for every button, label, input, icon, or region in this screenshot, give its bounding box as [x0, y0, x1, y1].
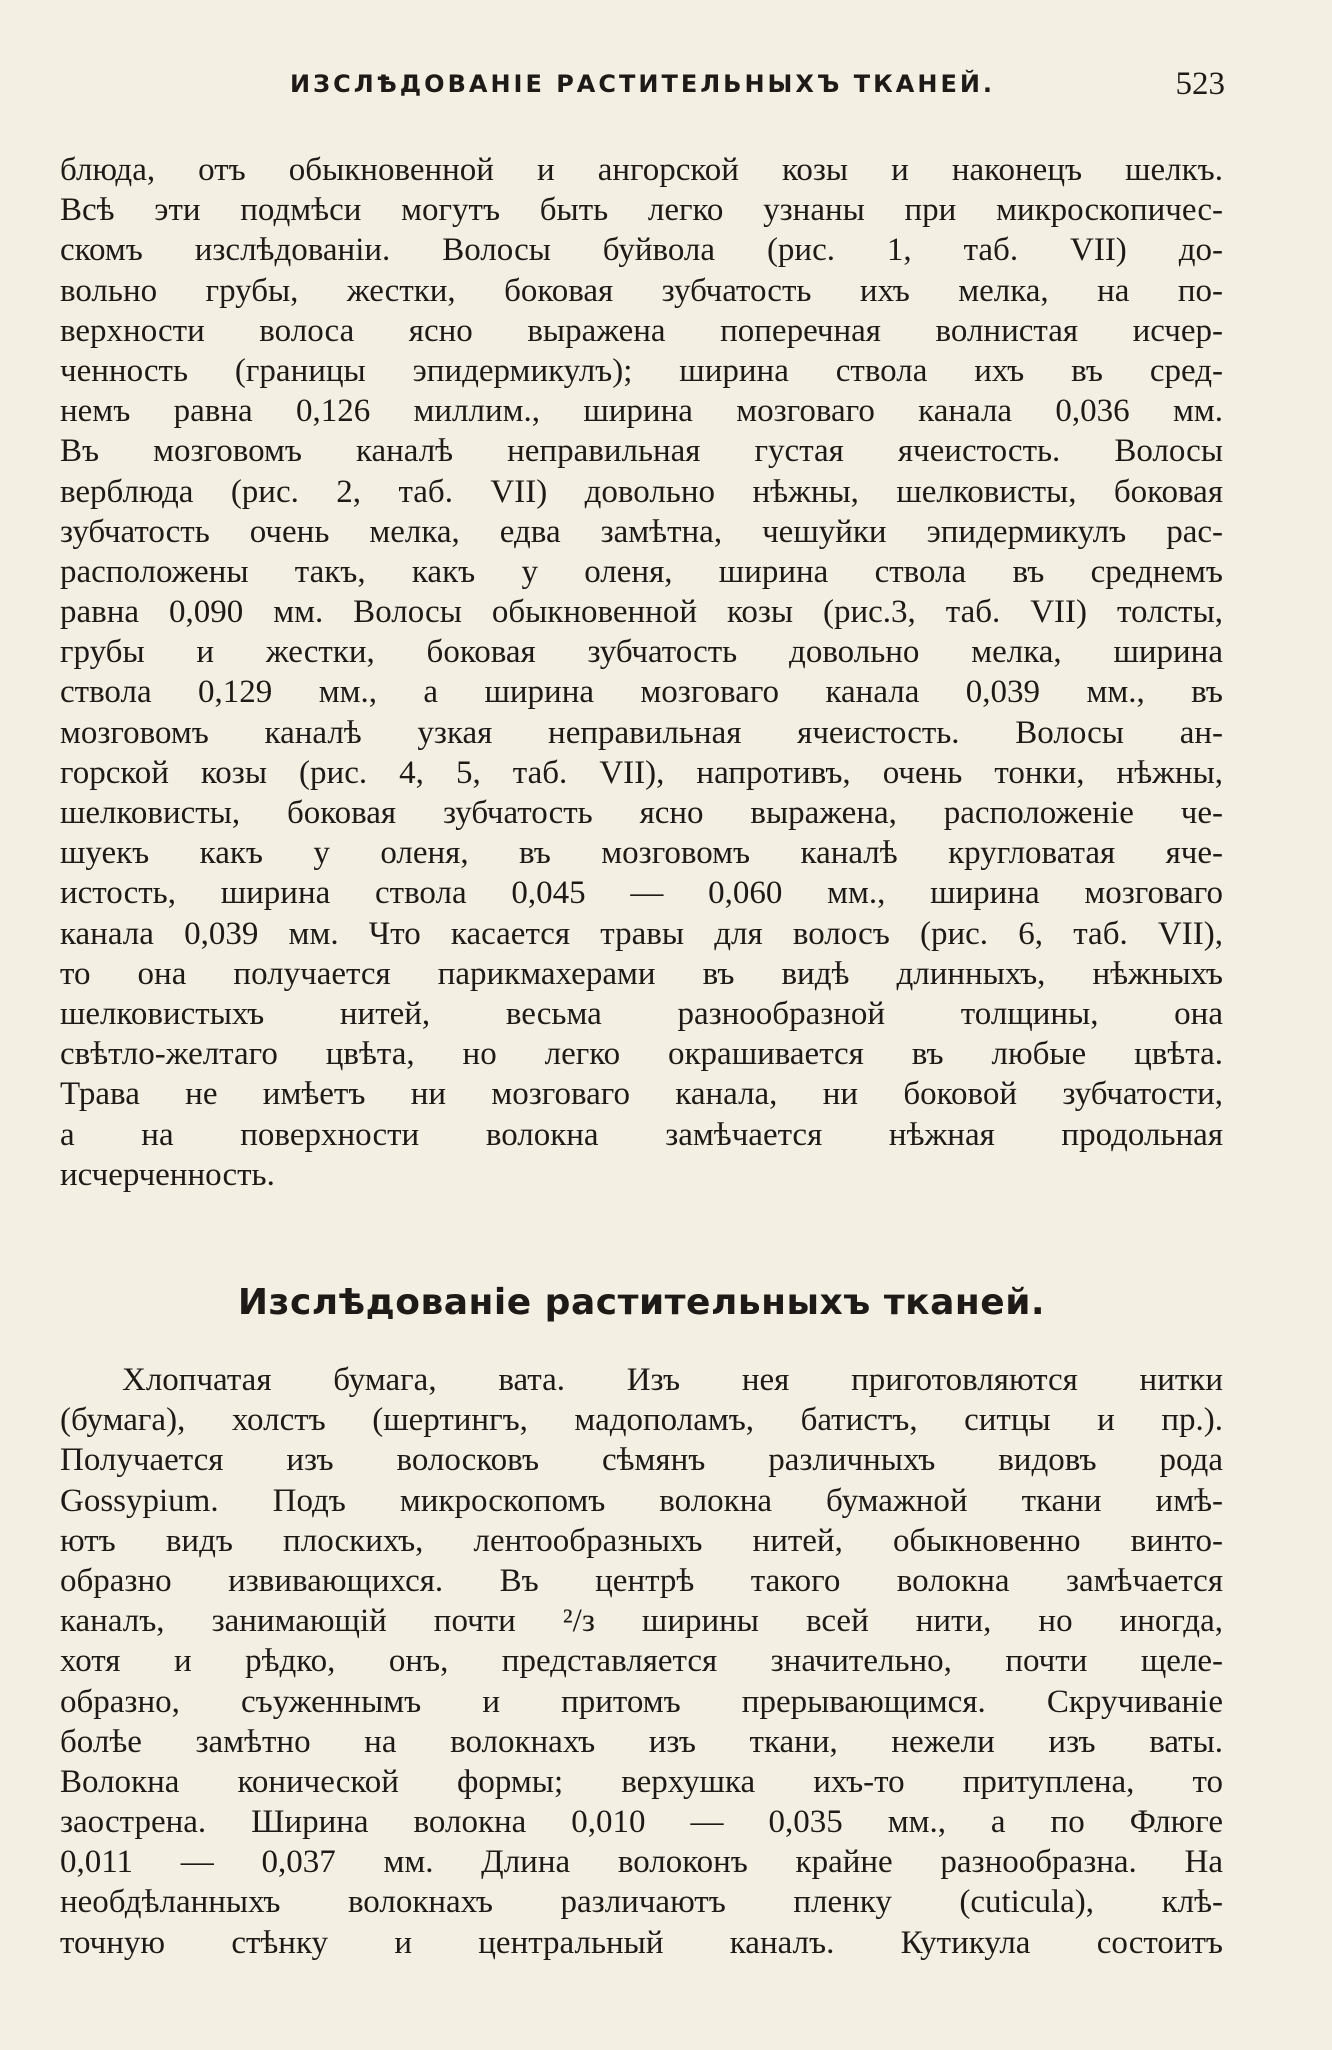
paragraph-animal-hair: [60, 150, 1223, 1195]
running-title: ИЗСЛѢДОВАНІЕ РАСТИТЕЛЬНЫХЪ ТКАНЕЙ.: [289, 70, 996, 98]
text-line: Трава не имѣетъ ни мозговаго канала, ни боковой зубчатости,: [60, 1076, 1223, 1113]
text-line: ствола 0,129 мм., а ширина мозговаго канала 0,039 мм., въ: [60, 674, 1223, 711]
text-line: 0,011 — 0,037 мм. Длина волоконъ крайне разнообразна. На: [60, 1844, 1223, 1881]
text-line: истость, ширина ствола 0,045 — 0,060 мм., ширина мозговаго: [60, 875, 1223, 912]
text-line: образно извивающихся. Въ центрѣ такого волокна замѣчается: [60, 1562, 1223, 1599]
paragraph-cotton: [60, 1360, 1223, 1963]
text-line: заострена. Ширина волокна 0,010 — 0,035 мм., а по Флюге: [60, 1804, 1223, 1841]
text-line: исчерченность.: [60, 1156, 275, 1193]
text-line: верхности волоса ясно выражена поперечная волнистая исчер-: [60, 312, 1223, 349]
text-line: свѣтло-желтаго цвѣта, но легко окрашивается въ любые цвѣта.: [60, 1036, 1223, 1073]
text-line: шелковистыхъ нитей, весьма разнообразной толщины, она: [60, 995, 1223, 1032]
text-line: Получается изъ волосковъ сѣмянъ различныхъ видовъ рода: [60, 1442, 1223, 1479]
text-line: вольно грубы, жестки, боковая зубчатость ихъ мелка, на по-: [60, 272, 1223, 309]
text-line: образно, съуженнымъ и притомъ прерывающимся. Скручиваніе: [60, 1683, 1223, 1720]
text-line: (бумага), холстъ (шертингъ, мадополамъ, батистъ, ситцы и пр.).: [60, 1402, 1223, 1439]
text-line: шуекъ какъ у оленя, въ мозговомъ каналѣ кругловатая яче-: [60, 835, 1223, 872]
text-line: блюда, отъ обыкновенной и ангорской козы и наконецъ шелкъ.: [60, 152, 1223, 188]
text-line: а на поверхности волокна замѣчается нѣжная продольная: [60, 1116, 1223, 1153]
text-line: Въ мозговомъ каналѣ неправильная густая ячеистость. Волосы: [60, 433, 1223, 470]
text-line: ютъ видъ плоскихъ, лентообразныхъ нитей, обыкновенно винто-: [60, 1522, 1223, 1559]
text-line: равна 0,090 мм. Волосы обыкновенной козы (рис.3, таб. VII) толсты,: [60, 594, 1223, 631]
text-line: точную стѣнку и центральный каналъ. Кутикула состоитъ: [60, 1924, 1223, 1961]
text-line: мозговомъ каналѣ узкая неправильная ячеистость. Волосы ан-: [60, 714, 1223, 751]
text-line: верблюда (рис. 2, таб. VII) довольно нѣжны, шелковисты, боковая: [60, 473, 1223, 510]
text-line: Gossypium. Подъ микроскопомъ волокна бумажной ткани имѣ-: [60, 1482, 1223, 1519]
text-line: то она получается парикмахерами въ видѣ длинныхъ, нѣжныхъ: [60, 955, 1223, 992]
text-line: Волокна конической формы; верхушка ихъ-то притуплена, то: [60, 1763, 1223, 1800]
text-line: грубы и жестки, боковая зубчатость довольно мелка, ширина: [60, 634, 1223, 671]
text-line: скомъ изслѣдованіи. Волосы буйвола (рис. 1, таб. VII) до-: [60, 232, 1223, 269]
section-heading: Изслѣдованіе растительныхъ тканей.: [237, 1282, 1046, 1323]
page-number: 523: [1175, 66, 1225, 102]
running-head: [60, 66, 1225, 110]
text-line: Всѣ эти подмѣси могутъ быть легко узнаны при микроскопичес-: [60, 192, 1223, 229]
text-line: шелковисты, боковая зубчатость ясно выражена, расположеніе че-: [60, 795, 1223, 831]
text-line: зубчатость очень мелка, едва замѣтна, чешуйки эпидермикулъ рас-: [60, 513, 1223, 550]
text-line: ченность (границы эпидермикулъ); ширина ствола ихъ въ сред-: [60, 352, 1223, 389]
text-line: немъ равна 0,126 миллим., ширина мозговаго канала 0,036 мм.: [60, 393, 1223, 430]
text-line: каналъ, занимающій почти ²/з ширины всей нити, но иногда,: [60, 1603, 1223, 1640]
text-line: необдѣланныхъ волокнахъ различаютъ пленку (cuticula), клѣ-: [60, 1884, 1223, 1921]
text-line: канала 0,039 мм. Что касается травы для волосъ (рис. 6, таб. VII),: [60, 915, 1223, 952]
text-line: хотя и рѣдко, онъ, представляется значительно, почти щеле-: [60, 1643, 1223, 1680]
text-line: горской козы (рис. 4, 5, таб. VII), напротивъ, очень тонки, нѣжны,: [60, 754, 1223, 791]
text-line: болѣе замѣтно на волокнахъ изъ ткани, нежели изъ ваты.: [60, 1723, 1223, 1760]
text-line: Хлопчатая бумага, вата. Изъ нея приготовляются нитки: [122, 1362, 1223, 1398]
text-line: расположены такъ, какъ у оленя, ширина ствола въ среднемъ: [60, 553, 1223, 590]
